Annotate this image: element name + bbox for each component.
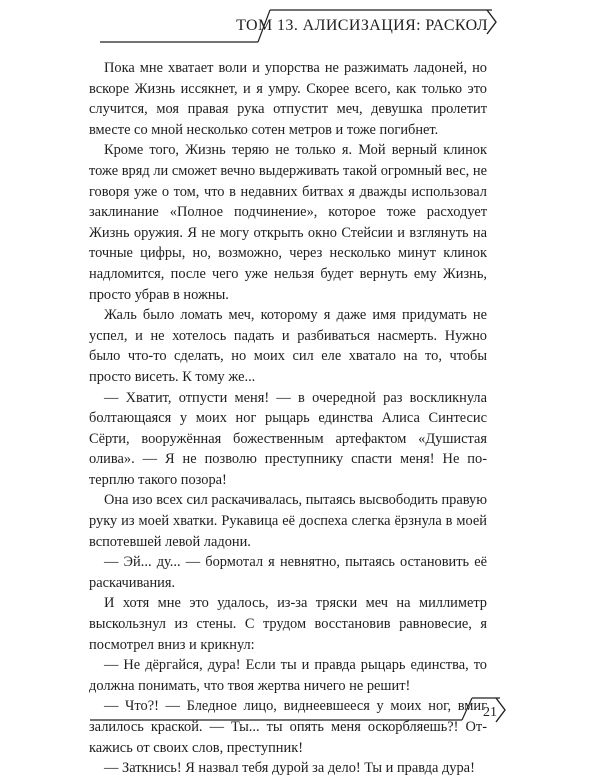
body-text xyxy=(89,58,487,779)
paragraph-9: — Что?! — Бледное лицо, виднеевшееся у моих ног, вмиг залилось краской. — Ты... ты опять меня оскорбляешь?! Откажись от своих слов, преступник! xyxy=(89,698,487,756)
page-number: 21 xyxy=(483,705,497,720)
paragraph-1: Пока мне хватает воли и упорства не разжимать ладоней, но вскоре Жизнь иссякнет, и я умру. Скорее всего, как только это случится, моя правая рука отпустит меч, девушка пролетит вместе со мной несколько сотен метров и тоже погибнет. xyxy=(89,60,487,138)
paragraph-10: — Заткнись! Я назвал тебя дурой за дело! Ты и правда дура! xyxy=(104,760,475,777)
footer-rule-ornament xyxy=(0,690,600,740)
page-header xyxy=(0,0,600,50)
paragraph-5: Она изо всех сил раскачивалась, пытаясь высвободить правую руку из моей хватки. Рукавица её доспеха слегка ёрзнула в моей вспотевшей левой ладони. xyxy=(89,492,487,550)
paragraph-8: — Не дёргайся, дура! Если ты и правда рыцарь единства, то должна понимать, что твоя жертва ничего не решит! xyxy=(89,657,487,694)
paragraph-3: Жаль было ломать меч, которому я даже имя придумать не успел, и не хотелось падать и разбиваться насмерть. Нужно было что-то сделать, но моих сил еле хватало на то, чтобы просто висеть. К тому же... xyxy=(89,307,487,385)
paragraph-7: И хотя мне это удалось, из-за тряски меч на миллиметр выскользнул из стены. С трудом восстановив равновесие, я посмотрел вниз и крикнул: xyxy=(89,595,487,653)
page-footer xyxy=(0,690,600,740)
paragraph-4: — Хватит, отпусти меня! — в очередной раз воскликнула болтающаяся у моих ног рыцарь единства Алиса Синтесис Сёрти, вооружённая божественным артефактом «Душистая олива». — Я не позволю преступнику спасти меня! Не потерплю такого позора! xyxy=(89,389,487,488)
paragraph-6: — Эй... ду... — бормотал я невнятно, пытаясь остановить её раскачивания. xyxy=(89,554,487,591)
running-header-title: ТОМ 13. АЛИСИЗАЦИЯ: РАСКОЛ xyxy=(236,17,488,34)
paragraph-2: Кроме того, Жизнь теряю не только я. Мой верный клинок тоже вряд ли сможет вечно выдерживать такой огромный вес, не говоря уже о том, что в недавних битвах я дважды использовал заклинание «Полное подчинение», которое тоже расходует Жизнь оружия. Я не могу открыть окно Стейсии и взглянуть на точные цифры, но, возможно, через несколько минут клинок надломится, после чего уже нельзя будет вернуть ему Жизнь, просто убрав в ножны. xyxy=(89,142,487,303)
